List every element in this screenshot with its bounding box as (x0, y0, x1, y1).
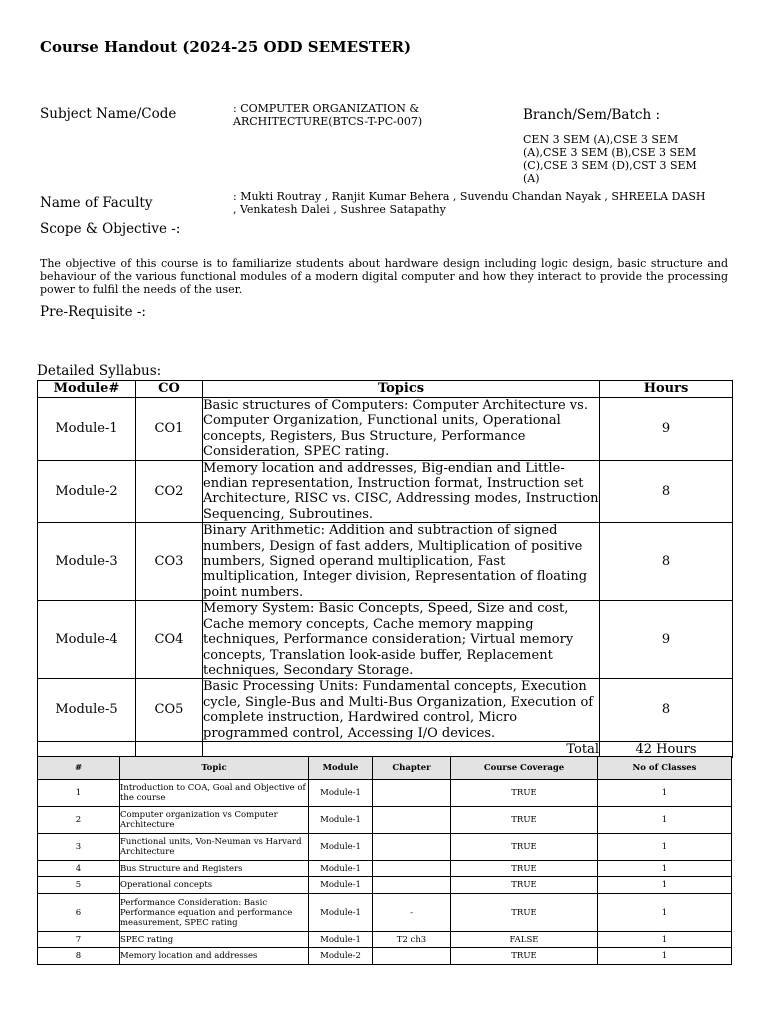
row-number: 3 (38, 834, 120, 861)
chapter-cell (373, 807, 451, 834)
module-cell: Module-1 (309, 807, 373, 834)
coverage-cell: TRUE (451, 780, 598, 807)
row-number: 2 (38, 807, 120, 834)
column-header-chapter: Chapter (373, 757, 451, 780)
prerequisite-label: Pre-Requisite -: (40, 304, 146, 320)
module-cell: Module-1 (38, 398, 136, 461)
row-number: 7 (38, 932, 120, 948)
classes-cell: 1 (598, 877, 732, 894)
chapter-cell (373, 948, 451, 965)
coverage-cell: TRUE (451, 807, 598, 834)
syllabus-row (38, 398, 733, 461)
column-header-topic: Topic (120, 757, 309, 780)
row-number: 5 (38, 877, 120, 894)
chapter-cell (373, 834, 451, 861)
module-cell: Module-2 (309, 948, 373, 965)
lesson-row (38, 894, 732, 932)
module-cell: Module-1 (309, 877, 373, 894)
column-header-module: Module (309, 757, 373, 780)
subject-value: : COMPUTER ORGANIZATION & ARCHITECTURE(BTCS-T-PC-007) (233, 102, 423, 128)
row-number: 6 (38, 894, 120, 932)
hours-cell: 8 (600, 523, 733, 601)
classes-cell: 1 (598, 894, 732, 932)
branch-value: CEN 3 SEM (A),CSE 3 SEM (A),CSE 3 SEM (B),CSE 3 SEM (C),CSE 3 SEM (D),CST 3 SEM (A) (523, 133, 697, 185)
coverage-cell: TRUE (451, 861, 598, 877)
lesson-row (38, 948, 732, 965)
lesson-row (38, 780, 732, 807)
co-cell: CO1 (136, 398, 203, 461)
topic-cell: Memory location and addresses (120, 948, 309, 965)
coverage-cell: TRUE (451, 877, 598, 894)
topics-cell: Basic structures of Computers: Computer Architecture vs. Computer Organization, Functional units, Operational concepts, Registers, Bus Structure, Performance Consideration, SPEC rating. (203, 398, 600, 461)
coverage-cell: TRUE (451, 834, 598, 861)
hours-cell: 8 (600, 679, 733, 742)
classes-cell: 1 (598, 780, 732, 807)
syllabus-row (38, 601, 733, 679)
lesson-row (38, 834, 732, 861)
column-header-topics: Topics (203, 381, 600, 398)
hours-cell: 9 (600, 398, 733, 461)
classes-cell: 1 (598, 807, 732, 834)
topic-cell: SPEC rating (120, 932, 309, 948)
row-number: 8 (38, 948, 120, 965)
coverage-cell: TRUE (451, 948, 598, 965)
co-cell: CO2 (136, 460, 203, 523)
co-cell: CO5 (136, 679, 203, 742)
topics-cell: Binary Arithmetic: Addition and subtraction of signed numbers, Design of fast adders, Multiplication of positive numbers, Signed operand multiplication, Fast multiplication, Integer division, Representation of floating point numbers. (203, 523, 600, 601)
topic-cell: Computer organization vs Computer Architecture (120, 807, 309, 834)
total-label: Total (203, 741, 600, 757)
classes-cell: 1 (598, 948, 732, 965)
topic-cell: Performance Consideration: Basic Performance equation and performance measurement, SPEC rating (120, 894, 309, 932)
module-cell: Module-2 (38, 460, 136, 523)
topic-cell: Introduction to COA, Goal and Objective of the course (120, 780, 309, 807)
module-cell: Module-5 (38, 679, 136, 742)
topics-cell: Memory System: Basic Concepts, Speed, Size and cost, Cache memory concepts, Cache memory mapping techniques, Performance consideration; Virtual memory concepts, Translation look-aside buffer, Replacement techniques, Secondary Storage. (203, 601, 600, 679)
faculty-value: : Mukti Routray , Ranjit Kumar Behera , Suvendu Chandan Nayak , SHREELA DASH , Venkatesh Dalei , Sushree Satapathy (233, 190, 706, 216)
column-header-classes: No of Classes (598, 757, 732, 780)
topic-cell: Operational concepts (120, 877, 309, 894)
module-cell: Module-1 (309, 894, 373, 932)
subject-label: Subject Name/Code (40, 106, 177, 122)
column-header-module: Module# (38, 381, 136, 398)
objective-text: The objective of this course is to familiarize students about hardware design including logic design, basic structure and behaviour of the various functional modules of a modern digital computer and how they interact to provide the processing power to fulfil the needs of the user. (40, 257, 728, 296)
page-title: Course Handout (2024-25 ODD SEMESTER) (40, 38, 412, 56)
row-number: 4 (38, 861, 120, 877)
column-header-coverage: Course Coverage (451, 757, 598, 780)
syllabus-row (38, 523, 733, 601)
module-cell: Module-1 (309, 861, 373, 877)
module-cell: Module-1 (309, 834, 373, 861)
topic-cell: Functional units, Von-Neuman vs Harvard Architecture (120, 834, 309, 861)
lesson-row (38, 877, 732, 894)
coverage-cell: TRUE (451, 894, 598, 932)
topics-cell: Memory location and addresses, Big-endian and Little-endian representation, Instruction format, Instruction set Architecture, RISC vs. CISC, Addressing modes, Instruction Sequencing, Subroutines. (203, 460, 599, 522)
lesson-row (38, 932, 732, 948)
chapter-cell (373, 877, 451, 894)
chapter-cell (373, 780, 451, 807)
coverage-cell: FALSE (451, 932, 598, 948)
co-cell: CO3 (136, 523, 203, 601)
column-header-number: # (38, 757, 120, 780)
branch-label: Branch/Sem/Batch : (523, 107, 660, 123)
syllabus-row (38, 460, 733, 523)
co-cell: CO4 (136, 601, 203, 679)
module-cell: Module-4 (38, 601, 136, 679)
topic-cell: Bus Structure and Registers (120, 861, 309, 877)
module-cell: Module-1 (309, 932, 373, 948)
hours-cell: 8 (600, 460, 733, 523)
total-hours: 42 Hours (600, 741, 733, 757)
chapter-cell: T2 ch3 (373, 932, 451, 948)
lesson-row (38, 807, 732, 834)
module-cell: Module-1 (309, 780, 373, 807)
syllabus-label: Detailed Syllabus: (37, 363, 162, 379)
faculty-label: Name of Faculty (40, 195, 153, 211)
scope-label: Scope & Objective -: (40, 221, 181, 237)
chapter-cell (373, 861, 451, 877)
chapter-cell: - (373, 894, 451, 932)
lesson-header-row (38, 757, 732, 780)
column-header-hours: Hours (600, 381, 733, 398)
topics-cell: Basic Processing Units: Fundamental concepts, Execution cycle, Single-Bus and Multi-Bus Organization, Execution of complete instruction, Hardwired control, Micro programmed control, Accessing I/O devices. (203, 679, 600, 742)
module-cell: Module-3 (38, 523, 136, 601)
hours-cell: 9 (600, 601, 733, 679)
row-number: 1 (38, 780, 120, 807)
column-header-co: CO (136, 381, 203, 398)
classes-cell: 1 (598, 932, 732, 948)
lesson-row (38, 861, 732, 877)
syllabus-header-row (38, 381, 733, 398)
lesson-plan-table (37, 756, 732, 965)
classes-cell: 1 (598, 861, 732, 877)
classes-cell: 1 (598, 834, 732, 861)
syllabus-row (38, 679, 733, 742)
syllabus-table (37, 380, 733, 758)
